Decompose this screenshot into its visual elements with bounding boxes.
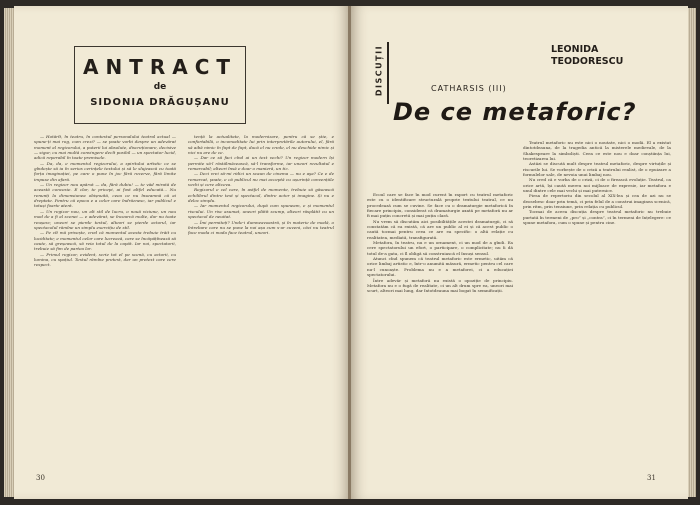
page-number-right: 31 bbox=[647, 474, 656, 482]
left-column-2 bbox=[188, 134, 334, 470]
title-box bbox=[74, 46, 246, 124]
left-page bbox=[14, 6, 349, 499]
paragraph: Între adevăr și metaforă nu există o opoziție de principiu. Metafora nu e o fugă de realitate, ci un alt drum spre ea, uneori mai scurt, alteori mai lung, dar întotdeauna mai bogat în semnificații. bbox=[367, 277, 513, 294]
paragraph: Nu vrem să discutăm aici posibilitățile acestei dramaturgii, ci să constatăm că ea există, că are un public al ei și că acest public o caută tocmai pentru ceea ce are ea specific: o altă relație cu realitatea, mediată, transfigurată. bbox=[367, 218, 513, 240]
article-author: SIDONIA DRĂGUȘANU bbox=[90, 97, 230, 108]
paragraph: — Hotărît, în teatru, în contextul personalului teatral actual — spune-ți mai rog, cum crezi? — se poate vorbi despre un adevărat moment al regizorului, a puterii lui absolute, discreționare, decisive — sigur, cu mai multă convingere decît posibil — un spectator lucid, adică reperabil în toate premisele. bbox=[34, 134, 176, 161]
article-headline: De ce metaforic? bbox=[393, 98, 637, 126]
paragraph: Astăzi se discută mult despre teatrul metaforic, despre virtuțile și riscurile lui. Se vorbește de o criză a teatrului realist, de o epuizare a formulelor sale, de nevoia unui limbaj nou. bbox=[523, 161, 671, 178]
rubric-rule bbox=[387, 42, 389, 104]
paragraph: Nu cred că e vorba de o criză, ci de o firească evoluție. Teatrul, ca orice artă, își caută mereu noi mijloace de expresie, iar metafora e unul dintre cele mai vechi și mai puternice. bbox=[523, 177, 671, 194]
paragraph: Metafora, în teatru, nu e un ornament, ci un mod de a gîndi. Ea cere spectatorului un efort, o participare, o complicitate; nu îi dă totul de-a gata, ci îl obligă să construiască el însuși sensul. bbox=[367, 240, 513, 256]
article-subtitle: CATHARSIS (III) bbox=[431, 84, 507, 93]
article-author-right: LEONIDA TEODORESCU bbox=[551, 44, 624, 67]
right-page bbox=[351, 6, 688, 499]
page-edges-left bbox=[4, 8, 14, 497]
right-column-1 bbox=[367, 192, 513, 468]
paragraph: — Pe cît mă privește, cred că momentul acesta trebuie trăit cu luciditate; e momentul celor care lucrează, care se încăpățînează să caute, să greșească, să reia totul de la capăt. Iar noi, spectatorii, trebuie să fim de partea lor. bbox=[34, 230, 176, 252]
left-column-1 bbox=[34, 134, 176, 470]
paragraph: Piesa de repertoriu din secolul al XIX-lea și cea de azi nu se deosebesc doar prin temă, ci prin felul de a construi imaginea scenică, prin ritm, prin tensiune, prin relația cu publicul. bbox=[523, 193, 671, 210]
paragraph: Teatrul metaforic nu este nici o noutate, nici o modă. El a existat dintotdeauna, de la tragedia antică la misterele medievale, de la Shakespeare la simboliști. Ceea ce este nou e doar conștiința lui, teoretizarea lui. bbox=[523, 140, 671, 162]
article-title: ANTRACT bbox=[82, 55, 238, 79]
paragraph: Tocmai de aceea discuția despre teatrul metaforic nu trebuie purtată în termeni de „pro” și „contra”, ci în termeni de înțelegere: ce spune metafora, cum o spune și pentru cine. bbox=[523, 209, 671, 226]
paragraph: — Dar ce să faci cînd ai un text vechi? Un regizor modern își permite să-l răstălmăcească, să-l transforme, iar uneori rezultatul e remarcabil; alteori însă e doar o manieră, un tic. bbox=[188, 155, 334, 172]
paragraph: — Da, da, e momentul regizorului, a spiritului artistic ce se gîndește să ia în serios cerințele textului și să le slujească cu toată forța imaginației, pe care o pune în joc fără rezerve, fără limite impuse din afară. bbox=[34, 160, 176, 182]
paragraph: — Primul regizor, evident, scrie tot el pe scenă, cu actorii, cu lumina, cu spațiul. Textul rămîne pretext, dar un pretext care cere respect. bbox=[34, 251, 176, 268]
paragraph: — Iar momentul regizorului, după cum spuneam, e și momentul riscului. Un risc asumat, uneori plătit scump, alteori răsplătit cu un spectacol de neuitat. bbox=[188, 203, 334, 220]
page-number-left: 30 bbox=[36, 474, 45, 482]
paragraph: Regizorul e cel care, în astfel de momente, trebuie să găsească echilibrul dintre text și spectacol, dintre actor și imagine. Și nu e deloc simplu. bbox=[188, 187, 334, 204]
byline-prefix: de bbox=[153, 82, 167, 92]
paragraph: — Un regizor nou apărut — da, fără dubiu! — te văd mirată de această concesie. E clar, te pricepi, ai fost altfel educată... Nu renunți la dimensiunea obișnuită, ceea ce nu înseamnă că ai dreptate. Pentru că epoca e a celor care îndrăznesc, iar publicul e totuși foarte atent. bbox=[34, 182, 176, 209]
paragraph: Atunci cînd spunem că teatrul metaforic este ermetic, uităm că orice limbaj artistic e, într-o anumită măsură, ermetic pentru cel care nu-l cunoaște. Problema nu e a metaforei, ci a educației spectatorului. bbox=[367, 256, 513, 278]
right-column-2 bbox=[523, 140, 671, 468]
paragraph: tență la actualitate, la modernizare, pentru că se știe, e confortabilă, o incomoditate lui prin interpretările autorului, el, fără să aibă nimic în fapt de fapt, dacă el nu crede, el nu deschide nimic și nici nu are de ce. bbox=[188, 134, 334, 156]
paragraph: — Un regizor nou, un alt stil de lucru, o nouă viziune, un nou mod de a fi al scenei — e adevărat, se încearcă multe, dar nu toate reușesc; uneori se pierde textul, alteori se pierde actorul, iar spectacolul rămîne un simplu exercițiu de stil. bbox=[34, 208, 176, 230]
paragraph: — Îmi permiteți? Unde-i dumneavoastră, și în materie de modă, o întrebare care nu se pune la noi așa cum s-ar cuveni, căci nu teatrul face moda ci moda face teatrul, uneori. bbox=[188, 219, 334, 236]
paragraph: — Deci vrei să-mi ridici un scaun de cinema — nu e aşa? Ce e de remarcat, poate, e că publicul nu mai acceptă cu ușurință convențiile vechi și cere altceva. bbox=[188, 171, 334, 188]
rubric-label bbox=[371, 44, 385, 104]
paragraph: Ecoul care se face în mod curent în raport cu teatrul metaforic este cu o identificare structurală proprie textului teatral, ce nu procedează cum se cuvine. Se face cu o dramaturgie metaforică în fiecare principiu, considerat că dramaturgie axată pe metaforă nu ar fi mai puțin concretă și mai puțin clară. bbox=[367, 192, 513, 219]
rubric-text: DISCUȚII bbox=[374, 44, 384, 97]
